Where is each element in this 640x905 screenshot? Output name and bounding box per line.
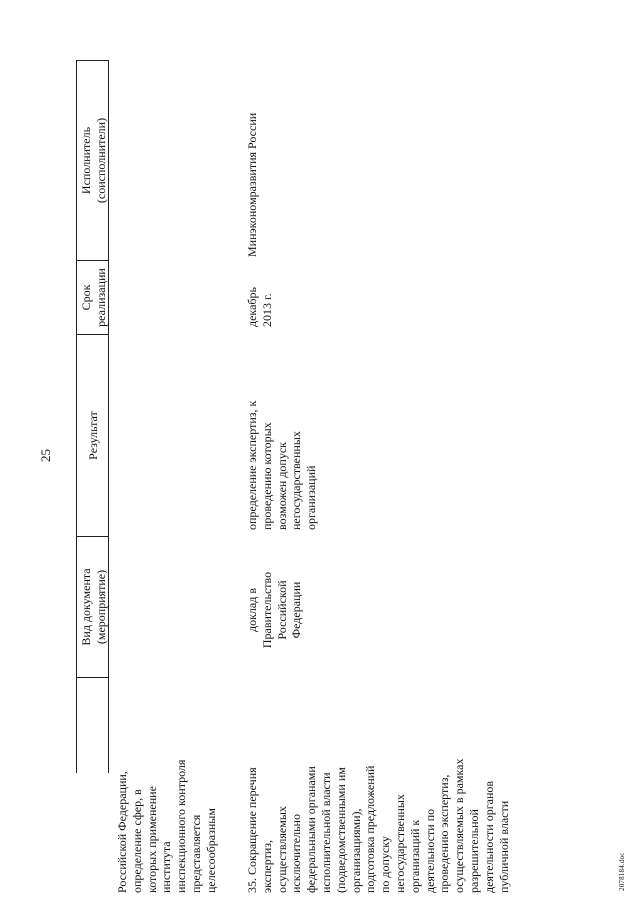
header-executor: Исполнитель (соисполнители) [79,117,108,204]
column-divider-1 [76,677,109,678]
page-number: 25 [38,449,53,462]
row-35-executor: Минэкономразвития России [245,112,259,257]
row-1-measure: Российской Федерации, определение сфер, в которых применение института инспекционного контроля представляется целесообразным [115,759,218,893]
row-35-deadline: декабрь 2013 г. [245,287,274,327]
column-divider-5 [76,60,109,61]
column-divider-4 [76,260,109,261]
header-deadline: Срок реализации [79,268,108,327]
column-divider-2 [76,536,109,537]
column-divider-3 [76,334,109,335]
header-result: Результат [86,411,100,460]
table-top-rule [76,61,77,773]
row-35-result: определение экспертиз, к проведению которых возможен допуск негосударственных организаций [245,400,319,530]
row-35-measure: 35. Сокращение перечня экспертиз, осуществляемых исключительно федеральными органами исполнительной власти (подведомственными им организациями), подготовка предложений по допуску негосударственных организаций к деятельности по проведению экспертиз, осуществляемых в рамках разрешительной деятельности органов публичной власти [245,758,511,893]
header-document-type: Вид документа (мероприятие) [79,568,108,646]
footer-document-code: 2078184.doc [618,852,626,891]
row-35-document-type: доклад в Правительство Российской Федерации [245,571,304,649]
